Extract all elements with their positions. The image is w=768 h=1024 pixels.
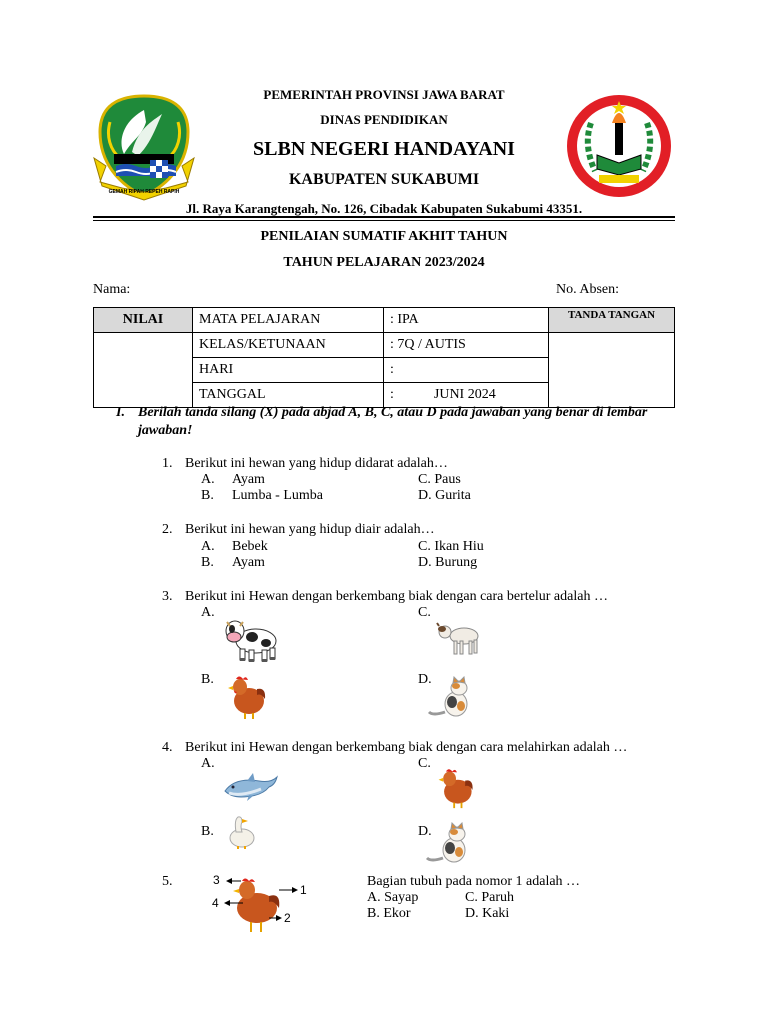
- school-region: KABUPATEN SUKABUMI: [288, 171, 480, 188]
- q2-option-b: Ayam: [232, 555, 265, 570]
- exam-title: PENILAIAN SUMATIF AKHIT TAHUN: [260, 229, 508, 244]
- q2-option-d: D. Burung: [418, 555, 478, 570]
- q5-option-c: C. Paruh: [465, 890, 514, 905]
- cat-icon: [426, 676, 470, 718]
- q4-option-d: D.: [418, 824, 432, 839]
- date-label: TANGGAL: [193, 383, 384, 408]
- info-table: [93, 307, 675, 408]
- header-rule-thin: [93, 220, 675, 221]
- cat-icon: [424, 822, 468, 864]
- chicken-icon: [233, 879, 279, 933]
- date-value: [384, 383, 549, 408]
- emblem-motto: GEMAH RIPAH REPEH RAPIH: [108, 189, 180, 195]
- q1-option-a: Ayam: [232, 472, 265, 487]
- nilai-header: NILAI: [94, 308, 193, 333]
- diagram-label-3: 3: [213, 873, 220, 887]
- goat-icon: [436, 622, 482, 656]
- q3-option-a: A.: [201, 605, 215, 620]
- q4-option-a: A.: [201, 756, 215, 771]
- class-label: KELAS/KETUNAAN: [193, 333, 384, 358]
- q2-option-c: C. Ikan Hiu: [418, 539, 484, 554]
- q5-number: 5.: [162, 874, 173, 889]
- q1-number: 1.: [162, 456, 173, 471]
- q5-text: Bagian tubuh pada nomor 1 adalah …: [367, 874, 581, 889]
- chicken-icon: [227, 673, 267, 721]
- q3-option-d: D.: [418, 672, 432, 687]
- subject-value: : IPA: [384, 308, 549, 333]
- subject-label: MATA PELAJARAN: [193, 308, 384, 333]
- diagram-label-4: 4: [212, 896, 219, 910]
- chicken-diagram: [205, 870, 325, 936]
- instruction-line-2: jawaban!: [138, 423, 193, 438]
- name-label: Nama:: [93, 282, 131, 297]
- q3-option-b: B.: [201, 672, 214, 687]
- header-department: DINAS PENDIDIKAN: [320, 112, 448, 127]
- q5-option-a: A. Sayap: [367, 890, 419, 905]
- class-value: : 7Q / AUTIS: [384, 333, 549, 358]
- q2-letter-a: A.: [201, 539, 215, 554]
- diagram-label-2: 2: [284, 911, 291, 925]
- q2-text: Berikut ini hewan yang hidup diair adalah…: [185, 522, 435, 537]
- school-address: Jl. Raya Karangtengah, No. 126, Cibadak Kabupaten Sukabumi 43351.: [185, 201, 583, 216]
- q4-number: 4.: [162, 740, 173, 755]
- q5-option-b: B. Ekor: [367, 906, 411, 921]
- exam-year: TAHUN PELAJARAN 2023/2024: [283, 255, 485, 270]
- day-label: HARI: [193, 358, 384, 383]
- q2-letter-b: B.: [201, 555, 214, 570]
- q1-letter-a: A.: [201, 472, 215, 487]
- q1-letter-b: B.: [201, 488, 214, 503]
- section-numeral: I.: [116, 405, 125, 420]
- nilai-cell: [94, 333, 193, 408]
- cow-icon: [222, 617, 280, 663]
- signature-cell: [549, 333, 675, 408]
- header-rule-thick: [93, 216, 675, 218]
- q1-option-c: C. Paus: [418, 472, 461, 487]
- q4-option-b: B.: [201, 824, 214, 839]
- q1-option-d: D. Gurita: [418, 488, 471, 503]
- q2-option-a: Bebek: [232, 539, 268, 554]
- q3-text: Berikut ini Hewan dengan berkembang biak dengan cara bertelur adalah …: [185, 589, 608, 604]
- chicken-icon: [437, 766, 475, 810]
- q3-option-c: C.: [418, 605, 431, 620]
- signature-header: TANDA TANGAN: [549, 308, 675, 333]
- q4-option-c: C.: [418, 756, 431, 771]
- diagram-label-1: 1: [300, 883, 307, 897]
- q4-text: Berikut ini Hewan dengan berkembang biak dengan cara melahirkan adalah …: [185, 740, 628, 755]
- day-value: :: [384, 358, 549, 383]
- goose-icon: [226, 814, 256, 850]
- q3-number: 3.: [162, 589, 173, 604]
- header-government: PEMERINTAH PROVINSI JAWA BARAT: [263, 87, 505, 102]
- instruction-line-1: Berilah tanda silang (X) pada abjad A, B, C, atau D pada jawaban yang benar di lembar: [138, 405, 648, 420]
- date-colon: :: [390, 387, 394, 402]
- school-emblem: [565, 93, 673, 199]
- q5-option-d: D. Kaki: [465, 906, 510, 921]
- q1-option-b: Lumba - Lumba: [232, 488, 323, 503]
- dolphin-icon: [221, 769, 281, 803]
- date-month: JUNI 2024: [433, 387, 496, 402]
- q2-number: 2.: [162, 522, 173, 537]
- west-java-emblem: [92, 92, 196, 202]
- absen-label: No. Absen:: [556, 282, 619, 297]
- q1-text: Berikut ini hewan yang hidup didarat adalah…: [185, 456, 448, 471]
- school-name: SLBN NEGERI HANDAYANI: [253, 138, 515, 160]
